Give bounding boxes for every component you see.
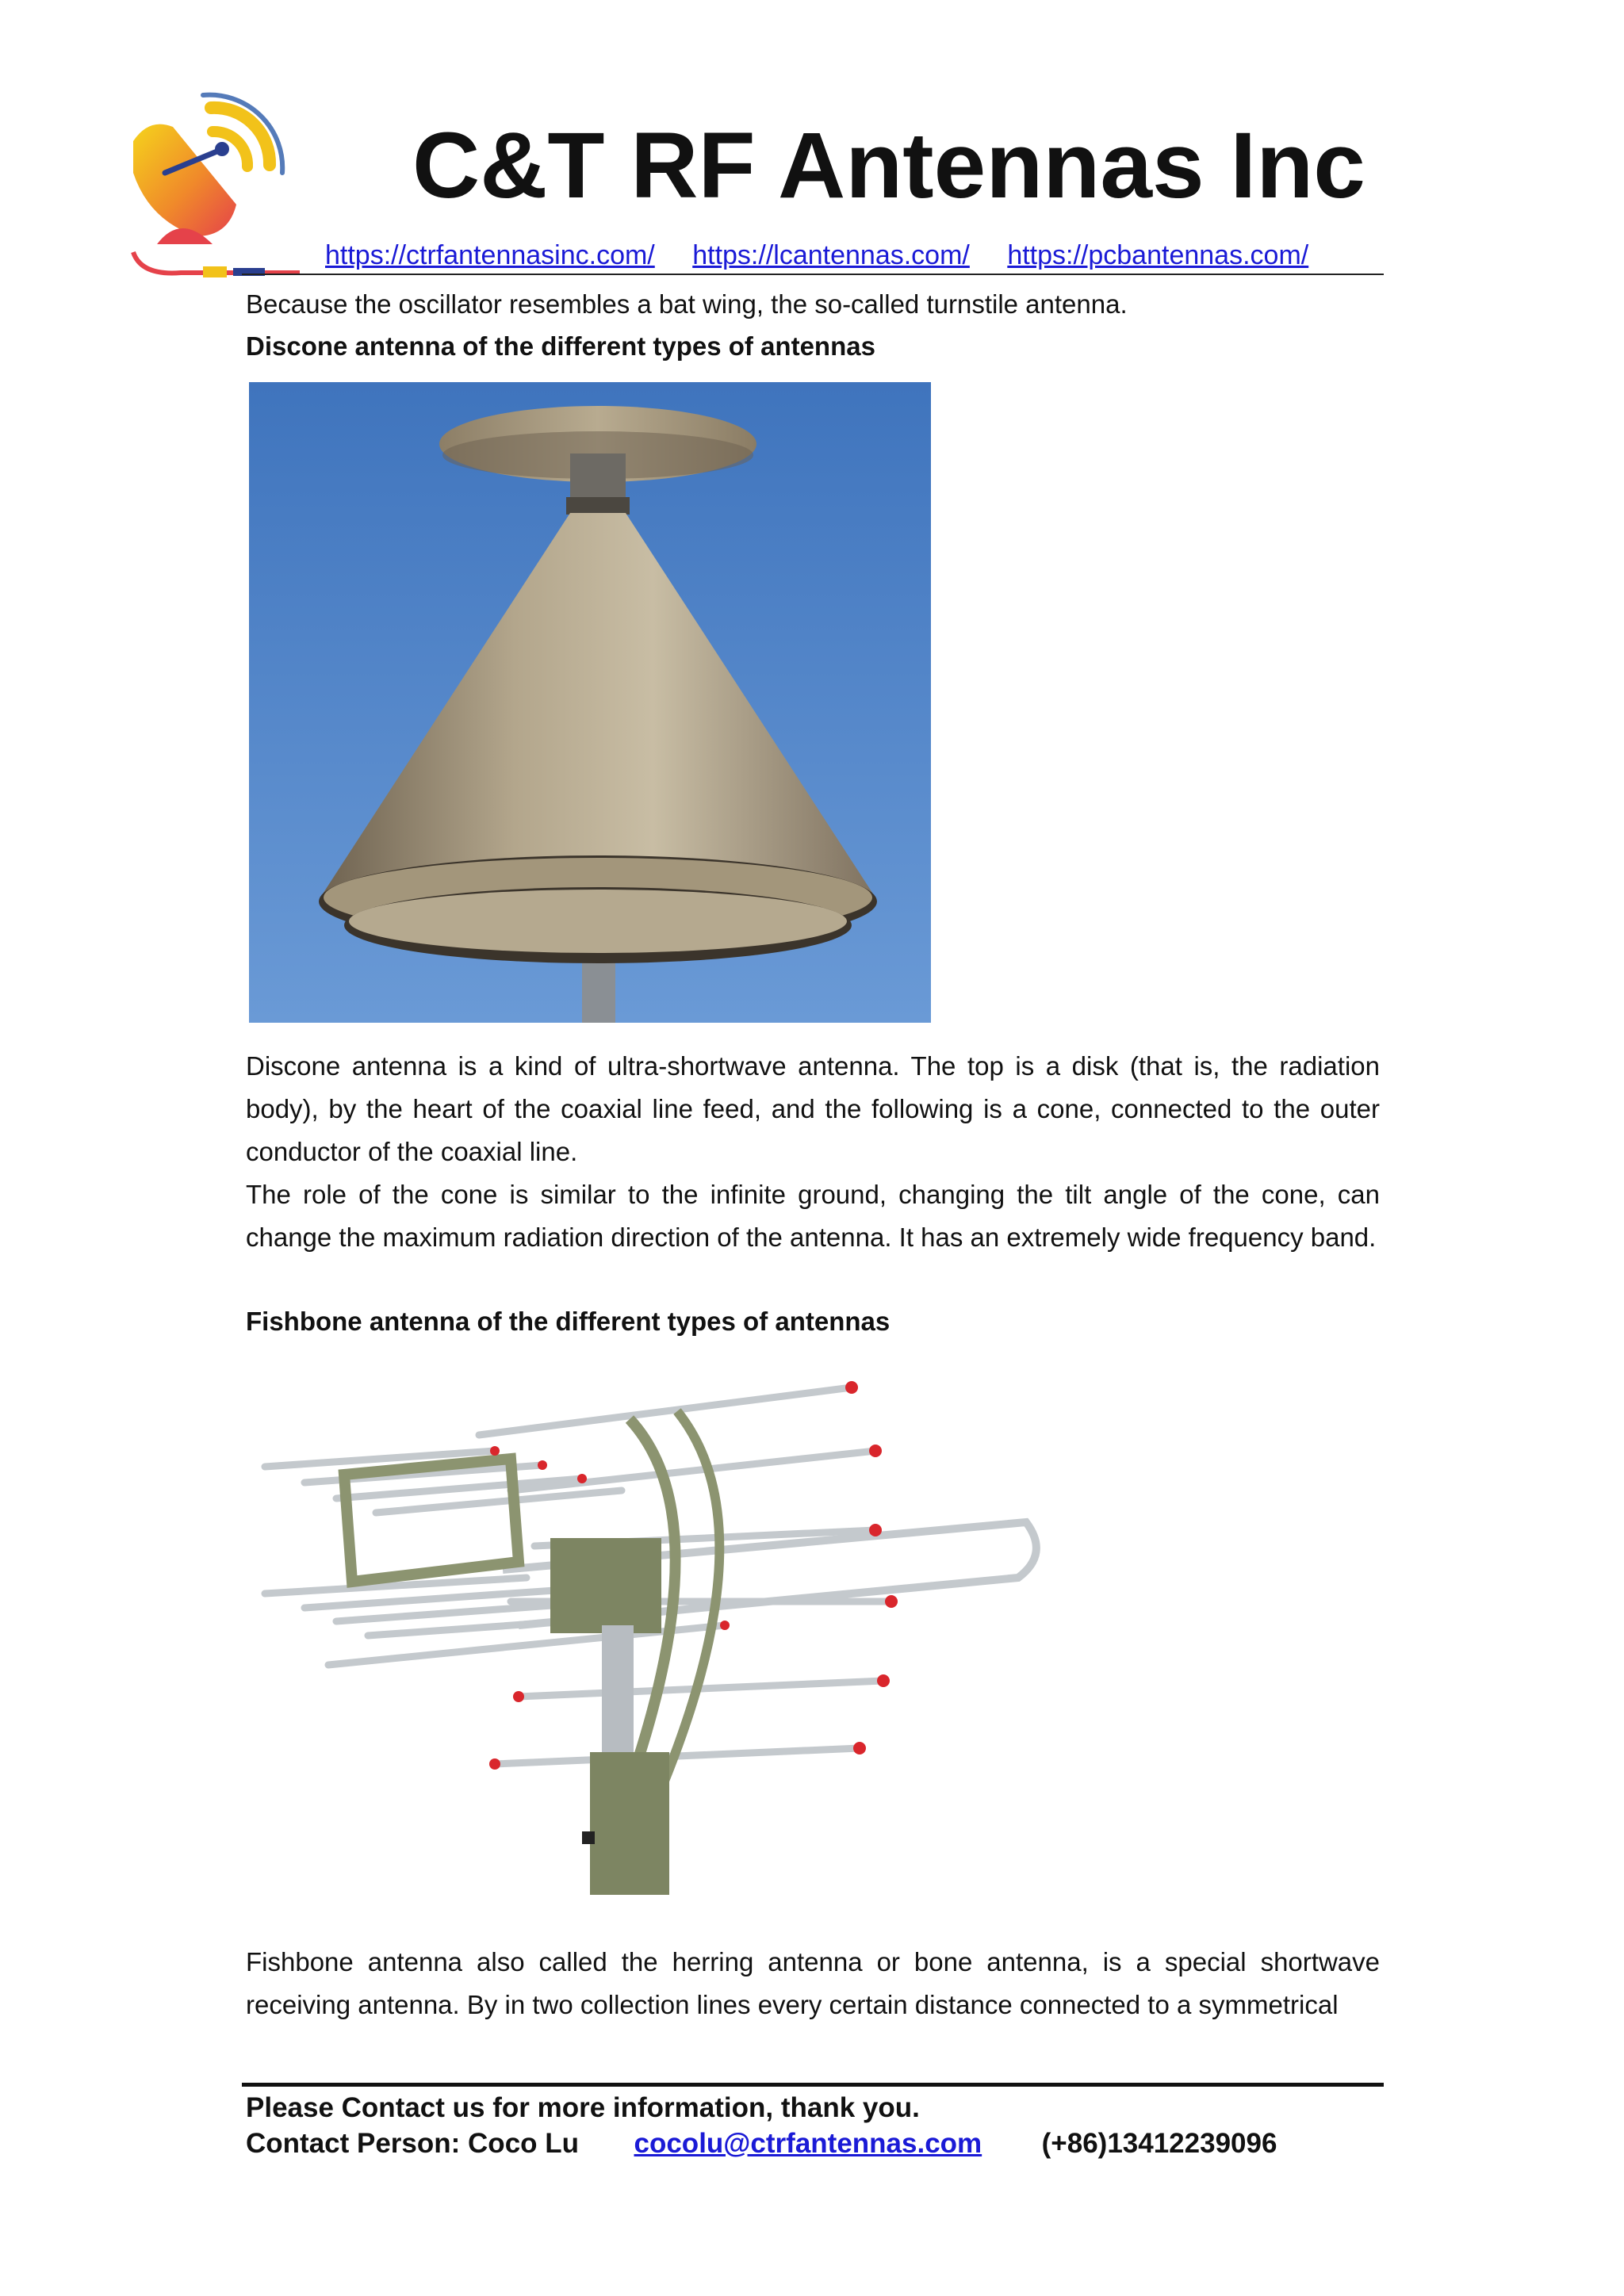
contact-note: Please Contact us for more information, thank you. (246, 2092, 920, 2123)
header-divider (242, 274, 1384, 275)
discone-heading: Discone antenna of the different types of antennas (246, 331, 875, 361)
company-title: C&T RF Antennas Inc (412, 113, 1365, 218)
contact-line (246, 2126, 1277, 2162)
fishbone-antenna-image (249, 1364, 1066, 1903)
contact-email-link[interactable]: cocolu@ctrfantennas.com (634, 2128, 982, 2159)
contact-person: Contact Person: Coco Lu (246, 2128, 580, 2159)
link-ctrfantennasinc[interactable]: https://ctrfantennasinc.com/ (325, 240, 655, 270)
contact-phone: (+86)13412239096 (1041, 2128, 1277, 2159)
discone-paragraph-2: The role of the cone is similar to the infinite ground, changing the tilt angle of the cone, can change the maximum radiation direction of the antenna. It has an extremely wide frequency band. (246, 1180, 1380, 1252)
intro-line: Because the oscillator resembles a bat wing, the so-called turnstile antenna. (246, 289, 1128, 319)
header-links (325, 238, 1388, 273)
footer-divider (242, 2083, 1384, 2087)
discone-paragraph-1: Discone antenna is a kind of ultra-shortwave antenna. The top is a disk (that is, the radiation body), by the heart of the coaxial line feed, and the following is a cone, connected to the outer conductor of the coaxial line. (246, 1051, 1380, 1166)
link-lcantennas[interactable]: https://lcantennas.com/ (692, 240, 970, 270)
fishbone-paragraph: Fishbone antenna also called the herring antenna or bone antenna, is a special shortwave receiving antenna. By in two collection lines every certain distance connected to a symmetrical (246, 1947, 1380, 2019)
fishbone-heading: Fishbone antenna of the different types of antennas (246, 1307, 891, 1336)
discone-antenna-image (249, 382, 931, 1023)
link-pcbantennas[interactable]: https://pcbantennas.com/ (1007, 240, 1309, 270)
satellite-dish-logo-icon (117, 86, 316, 284)
